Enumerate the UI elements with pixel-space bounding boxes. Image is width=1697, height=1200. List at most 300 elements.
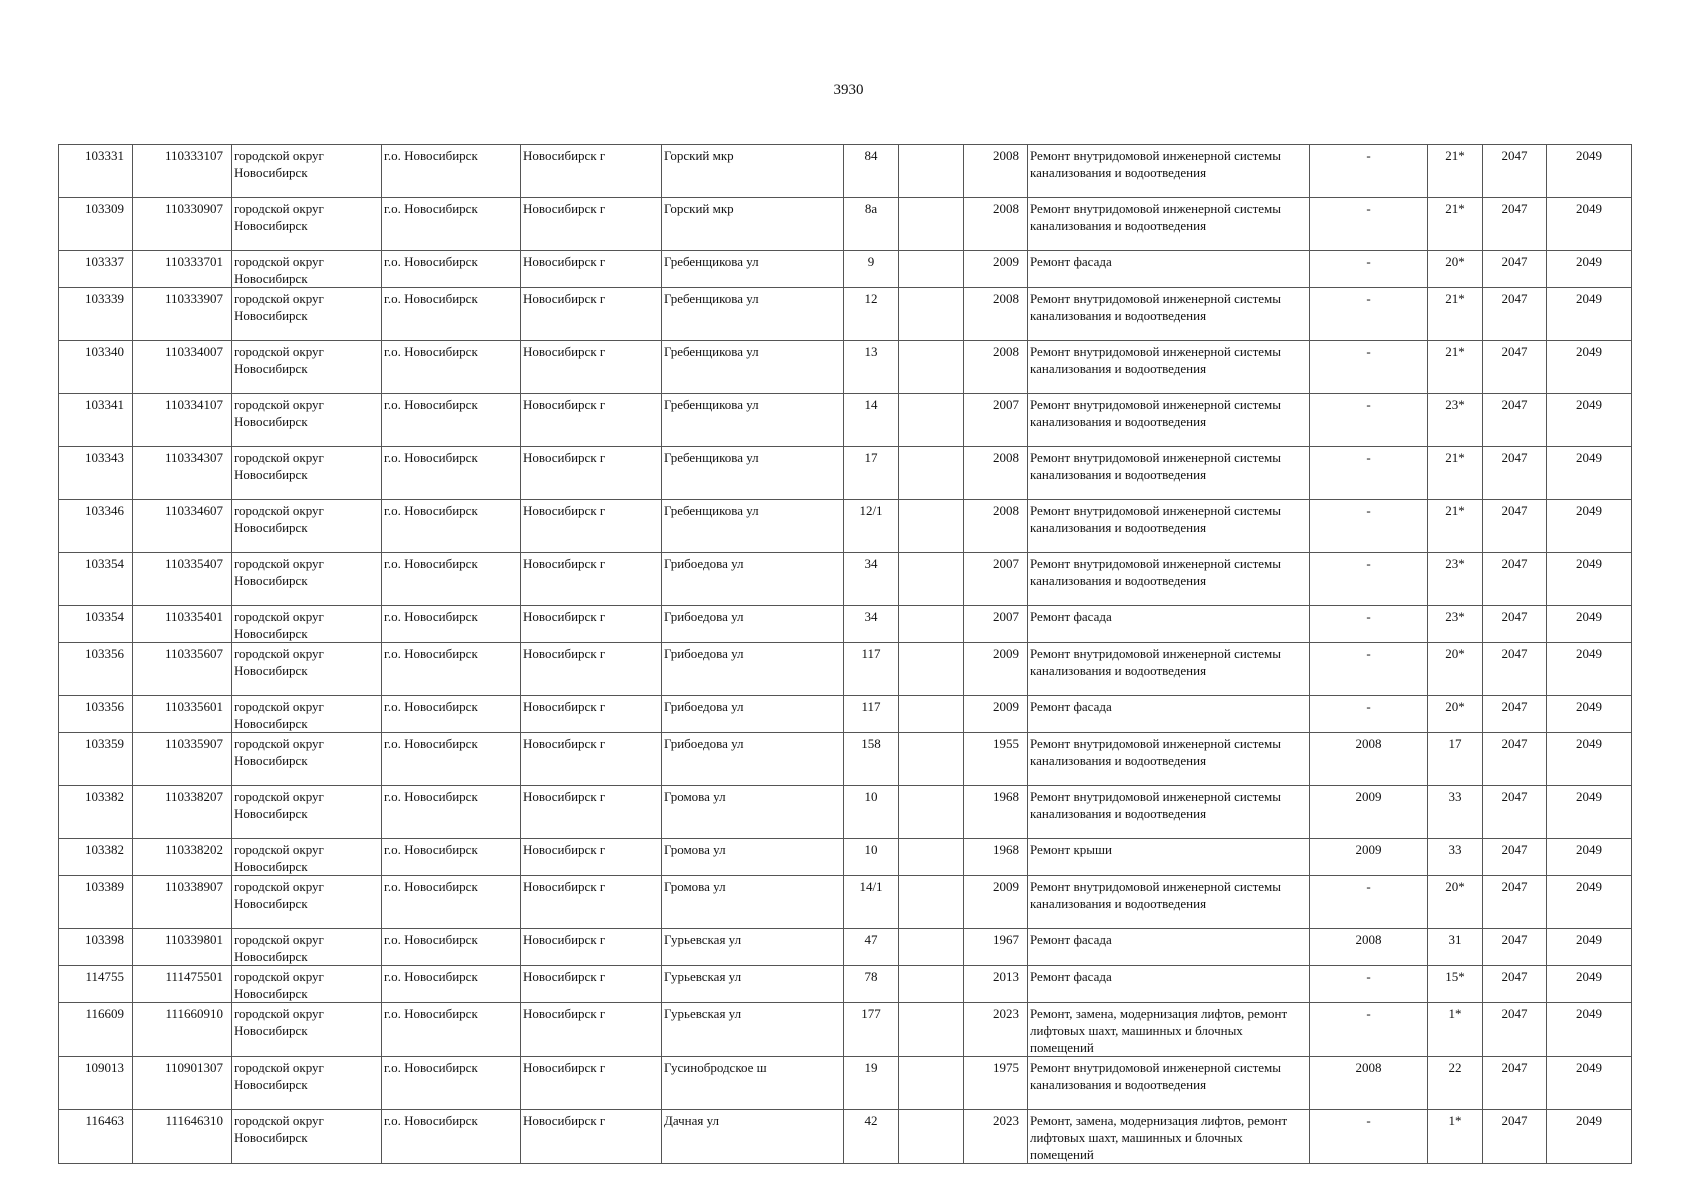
cell-settlement: Новосибирск г [521, 839, 662, 876]
cell-municipality: городской округ Новосибирск [232, 447, 382, 500]
cell-settlement: Новосибирск г [521, 786, 662, 839]
cell-plan-end-year: 2049 [1547, 643, 1632, 696]
cell-last-repair-year: 2008 [1310, 1057, 1428, 1110]
cell-municipal-district: г.о. Новосибирск [382, 606, 521, 643]
cell-record-id: 103354 [59, 553, 133, 606]
cell-record-id: 103309 [59, 198, 133, 251]
cell-house-number: 78 [844, 966, 899, 1003]
cell-wear-percent: 20* [1428, 876, 1483, 929]
cell-plan-end-year: 2049 [1547, 876, 1632, 929]
cell-work-type: Ремонт внутридомовой инженерной системы канализования и водоотведения [1028, 198, 1310, 251]
cell-work-type: Ремонт внутридомовой инженерной системы канализования и водоотведения [1028, 447, 1310, 500]
cell-year-built: 2023 [964, 1110, 1028, 1164]
cell-year-built: 1968 [964, 786, 1028, 839]
table-row [59, 876, 1632, 929]
cell-municipal-district: г.о. Новосибирск [382, 500, 521, 553]
cell-house-number: 84 [844, 145, 899, 198]
table-row [59, 447, 1632, 500]
cell-building [899, 696, 964, 733]
cell-street: Гусинобродское ш [662, 1057, 844, 1110]
cell-settlement: Новосибирск г [521, 341, 662, 394]
cell-year-built: 2007 [964, 553, 1028, 606]
cell-municipality: городской округ Новосибирск [232, 696, 382, 733]
table-row [59, 643, 1632, 696]
cell-object-code: 110901307 [133, 1057, 232, 1110]
table-row [59, 1003, 1632, 1057]
cell-wear-percent: 21* [1428, 288, 1483, 341]
cell-object-code: 110335401 [133, 606, 232, 643]
cell-plan-start-year: 2047 [1483, 1110, 1547, 1164]
cell-house-number: 10 [844, 839, 899, 876]
table-row [59, 288, 1632, 341]
cell-municipal-district: г.о. Новосибирск [382, 553, 521, 606]
cell-street: Грибоедова ул [662, 606, 844, 643]
cell-plan-end-year: 2049 [1547, 929, 1632, 966]
cell-street: Грибоедова ул [662, 733, 844, 786]
cell-house-number: 13 [844, 341, 899, 394]
cell-building [899, 1057, 964, 1110]
cell-plan-end-year: 2049 [1547, 553, 1632, 606]
cell-record-id: 116609 [59, 1003, 133, 1057]
cell-building [899, 500, 964, 553]
cell-municipal-district: г.о. Новосибирск [382, 876, 521, 929]
cell-building [899, 288, 964, 341]
cell-building [899, 1110, 964, 1164]
cell-municipal-district: г.о. Новосибирск [382, 145, 521, 198]
cell-record-id: 103382 [59, 786, 133, 839]
cell-settlement: Новосибирск г [521, 447, 662, 500]
cell-house-number: 117 [844, 696, 899, 733]
cell-plan-end-year: 2049 [1547, 606, 1632, 643]
cell-settlement: Новосибирск г [521, 733, 662, 786]
cell-settlement: Новосибирск г [521, 288, 662, 341]
cell-municipal-district: г.о. Новосибирск [382, 251, 521, 288]
cell-object-code: 110338202 [133, 839, 232, 876]
cell-building [899, 929, 964, 966]
cell-year-built: 2008 [964, 288, 1028, 341]
cell-municipality: городской округ Новосибирск [232, 1003, 382, 1057]
cell-municipality: городской округ Новосибирск [232, 500, 382, 553]
cell-year-built: 1955 [964, 733, 1028, 786]
cell-last-repair-year: 2009 [1310, 839, 1428, 876]
cell-object-code: 111660910 [133, 1003, 232, 1057]
cell-building [899, 553, 964, 606]
cell-municipality: городской округ Новосибирск [232, 341, 382, 394]
table-row [59, 198, 1632, 251]
cell-house-number: 19 [844, 1057, 899, 1110]
cell-plan-start-year: 2047 [1483, 145, 1547, 198]
cell-plan-end-year: 2049 [1547, 145, 1632, 198]
cell-object-code: 110333907 [133, 288, 232, 341]
cell-last-repair-year: - [1310, 145, 1428, 198]
cell-year-built: 2013 [964, 966, 1028, 1003]
cell-work-type: Ремонт внутридомовой инженерной системы канализования и водоотведения [1028, 553, 1310, 606]
cell-street: Грибоедова ул [662, 696, 844, 733]
cell-last-repair-year: - [1310, 500, 1428, 553]
cell-settlement: Новосибирск г [521, 1057, 662, 1110]
cell-work-type: Ремонт внутридомовой инженерной системы канализования и водоотведения [1028, 500, 1310, 553]
table-row [59, 341, 1632, 394]
cell-house-number: 47 [844, 929, 899, 966]
cell-object-code: 110334307 [133, 447, 232, 500]
cell-year-built: 2007 [964, 606, 1028, 643]
cell-street: Громова ул [662, 876, 844, 929]
cell-street: Горский мкр [662, 145, 844, 198]
cell-wear-percent: 15* [1428, 966, 1483, 1003]
cell-street: Гурьевская ул [662, 966, 844, 1003]
cell-last-repair-year: 2008 [1310, 929, 1428, 966]
cell-wear-percent: 21* [1428, 198, 1483, 251]
cell-year-built: 2008 [964, 500, 1028, 553]
cell-record-id: 103331 [59, 145, 133, 198]
cell-municipal-district: г.о. Новосибирск [382, 643, 521, 696]
cell-wear-percent: 21* [1428, 341, 1483, 394]
table-row [59, 1057, 1632, 1110]
cell-year-built: 2008 [964, 447, 1028, 500]
cell-last-repair-year: - [1310, 696, 1428, 733]
cell-street: Грибоедова ул [662, 553, 844, 606]
cell-house-number: 14/1 [844, 876, 899, 929]
cell-municipal-district: г.о. Новосибирск [382, 341, 521, 394]
cell-record-id: 114755 [59, 966, 133, 1003]
cell-wear-percent: 21* [1428, 145, 1483, 198]
cell-last-repair-year: - [1310, 876, 1428, 929]
cell-object-code: 110330907 [133, 198, 232, 251]
cell-municipality: городской округ Новосибирск [232, 198, 382, 251]
cell-municipality: городской округ Новосибирск [232, 733, 382, 786]
cell-municipal-district: г.о. Новосибирск [382, 447, 521, 500]
cell-house-number: 10 [844, 786, 899, 839]
cell-municipal-district: г.о. Новосибирск [382, 966, 521, 1003]
cell-wear-percent: 21* [1428, 500, 1483, 553]
cell-record-id: 103341 [59, 394, 133, 447]
cell-year-built: 2009 [964, 876, 1028, 929]
cell-plan-end-year: 2049 [1547, 447, 1632, 500]
cell-plan-start-year: 2047 [1483, 198, 1547, 251]
cell-work-type: Ремонт фасада [1028, 606, 1310, 643]
cell-record-id: 103346 [59, 500, 133, 553]
cell-plan-start-year: 2047 [1483, 786, 1547, 839]
cell-street: Громова ул [662, 839, 844, 876]
cell-settlement: Новосибирск г [521, 1110, 662, 1164]
table-row [59, 500, 1632, 553]
cell-work-type: Ремонт внутридомовой инженерной системы канализования и водоотведения [1028, 145, 1310, 198]
cell-work-type: Ремонт внутридомовой инженерной системы канализования и водоотведения [1028, 643, 1310, 696]
table-row [59, 966, 1632, 1003]
cell-wear-percent: 23* [1428, 553, 1483, 606]
cell-municipality: городской округ Новосибирск [232, 553, 382, 606]
cell-street: Гребенщикова ул [662, 500, 844, 553]
cell-building [899, 145, 964, 198]
cell-plan-start-year: 2047 [1483, 447, 1547, 500]
cell-plan-end-year: 2049 [1547, 1057, 1632, 1110]
cell-plan-start-year: 2047 [1483, 696, 1547, 733]
cell-record-id: 103356 [59, 643, 133, 696]
cell-plan-start-year: 2047 [1483, 876, 1547, 929]
cell-house-number: 34 [844, 606, 899, 643]
cell-municipality: городской округ Новосибирск [232, 1057, 382, 1110]
cell-settlement: Новосибирск г [521, 643, 662, 696]
table-row [59, 251, 1632, 288]
cell-municipality: городской округ Новосибирск [232, 839, 382, 876]
cell-street: Громова ул [662, 786, 844, 839]
table-row [59, 1110, 1632, 1164]
cell-settlement: Новосибирск г [521, 929, 662, 966]
cell-street: Горский мкр [662, 198, 844, 251]
cell-record-id: 103354 [59, 606, 133, 643]
cell-record-id: 103398 [59, 929, 133, 966]
cell-wear-percent: 23* [1428, 606, 1483, 643]
cell-record-id: 103359 [59, 733, 133, 786]
cell-plan-end-year: 2049 [1547, 696, 1632, 733]
cell-last-repair-year: - [1310, 1003, 1428, 1057]
cell-year-built: 1975 [964, 1057, 1028, 1110]
cell-plan-start-year: 2047 [1483, 553, 1547, 606]
cell-year-built: 2007 [964, 394, 1028, 447]
cell-record-id: 103337 [59, 251, 133, 288]
cell-year-built: 1968 [964, 839, 1028, 876]
table-body [59, 145, 1632, 1164]
cell-object-code: 110335601 [133, 696, 232, 733]
cell-plan-start-year: 2047 [1483, 643, 1547, 696]
cell-municipal-district: г.о. Новосибирск [382, 198, 521, 251]
cell-last-repair-year: - [1310, 288, 1428, 341]
cell-municipality: городской округ Новосибирск [232, 786, 382, 839]
cell-street: Грибоедова ул [662, 643, 844, 696]
cell-plan-start-year: 2047 [1483, 341, 1547, 394]
cell-house-number: 12 [844, 288, 899, 341]
cell-wear-percent: 20* [1428, 251, 1483, 288]
cell-year-built: 2008 [964, 145, 1028, 198]
cell-object-code: 110334607 [133, 500, 232, 553]
cell-municipal-district: г.о. Новосибирск [382, 288, 521, 341]
cell-building [899, 341, 964, 394]
cell-work-type: Ремонт внутридомовой инженерной системы канализования и водоотведения [1028, 288, 1310, 341]
cell-plan-start-year: 2047 [1483, 606, 1547, 643]
cell-object-code: 110338907 [133, 876, 232, 929]
cell-street: Гребенщикова ул [662, 288, 844, 341]
cell-municipal-district: г.о. Новосибирск [382, 733, 521, 786]
cell-object-code: 111646310 [133, 1110, 232, 1164]
cell-plan-end-year: 2049 [1547, 288, 1632, 341]
cell-wear-percent: 33 [1428, 786, 1483, 839]
cell-year-built: 2009 [964, 696, 1028, 733]
cell-building [899, 606, 964, 643]
cell-settlement: Новосибирск г [521, 251, 662, 288]
cell-street: Дачная ул [662, 1110, 844, 1164]
cell-record-id: 103343 [59, 447, 133, 500]
cell-settlement: Новосибирск г [521, 606, 662, 643]
table-row [59, 786, 1632, 839]
cell-street: Гурьевская ул [662, 1003, 844, 1057]
cell-plan-end-year: 2049 [1547, 733, 1632, 786]
table-row [59, 733, 1632, 786]
cell-last-repair-year: - [1310, 394, 1428, 447]
cell-municipality: городской округ Новосибирск [232, 145, 382, 198]
cell-plan-start-year: 2047 [1483, 966, 1547, 1003]
cell-plan-start-year: 2047 [1483, 251, 1547, 288]
cell-municipality: городской округ Новосибирск [232, 1110, 382, 1164]
cell-work-type: Ремонт, замена, модернизация лифтов, ремонт лифтовых шахт, машинных и блочных помещений [1028, 1003, 1310, 1057]
cell-last-repair-year: 2009 [1310, 786, 1428, 839]
cell-year-built: 1967 [964, 929, 1028, 966]
cell-work-type: Ремонт, замена, модернизация лифтов, ремонт лифтовых шахт, машинных и блочных помещений [1028, 1110, 1310, 1164]
cell-wear-percent: 33 [1428, 839, 1483, 876]
cell-building [899, 643, 964, 696]
cell-work-type: Ремонт внутридомовой инженерной системы канализования и водоотведения [1028, 341, 1310, 394]
cell-work-type: Ремонт фасада [1028, 929, 1310, 966]
table-row [59, 929, 1632, 966]
cell-plan-end-year: 2049 [1547, 786, 1632, 839]
cell-plan-start-year: 2047 [1483, 394, 1547, 447]
cell-settlement: Новосибирск г [521, 145, 662, 198]
cell-settlement: Новосибирск г [521, 394, 662, 447]
cell-building [899, 198, 964, 251]
cell-municipality: городской округ Новосибирск [232, 966, 382, 1003]
cell-municipal-district: г.о. Новосибирск [382, 929, 521, 966]
cell-record-id: 103356 [59, 696, 133, 733]
cell-record-id: 103382 [59, 839, 133, 876]
cell-plan-end-year: 2049 [1547, 198, 1632, 251]
cell-street: Гребенщикова ул [662, 394, 844, 447]
cell-wear-percent: 23* [1428, 394, 1483, 447]
cell-municipal-district: г.о. Новосибирск [382, 1110, 521, 1164]
cell-municipal-district: г.о. Новосибирск [382, 1003, 521, 1057]
cell-wear-percent: 20* [1428, 696, 1483, 733]
table-row [59, 553, 1632, 606]
cell-last-repair-year: - [1310, 643, 1428, 696]
cell-object-code: 110334107 [133, 394, 232, 447]
cell-municipality: городской округ Новосибирск [232, 251, 382, 288]
cell-plan-end-year: 2049 [1547, 839, 1632, 876]
cell-plan-start-year: 2047 [1483, 1057, 1547, 1110]
cell-settlement: Новосибирск г [521, 1003, 662, 1057]
cell-municipality: городской округ Новосибирск [232, 606, 382, 643]
cell-work-type: Ремонт внутридомовой инженерной системы канализования и водоотведения [1028, 733, 1310, 786]
cell-house-number: 17 [844, 447, 899, 500]
cell-work-type: Ремонт внутридомовой инженерной системы канализования и водоотведения [1028, 786, 1310, 839]
cell-building [899, 251, 964, 288]
cell-object-code: 110333701 [133, 251, 232, 288]
cell-wear-percent: 20* [1428, 643, 1483, 696]
cell-record-id: 109013 [59, 1057, 133, 1110]
cell-work-type: Ремонт внутридомовой инженерной системы канализования и водоотведения [1028, 394, 1310, 447]
cell-last-repair-year: - [1310, 606, 1428, 643]
cell-plan-end-year: 2049 [1547, 1110, 1632, 1164]
cell-municipality: городской округ Новосибирск [232, 643, 382, 696]
cell-object-code: 110334007 [133, 341, 232, 394]
cell-municipality: городской округ Новосибирск [232, 394, 382, 447]
cell-street: Гурьевская ул [662, 929, 844, 966]
cell-object-code: 110335407 [133, 553, 232, 606]
cell-plan-end-year: 2049 [1547, 341, 1632, 394]
table-row [59, 394, 1632, 447]
cell-plan-start-year: 2047 [1483, 839, 1547, 876]
cell-building [899, 966, 964, 1003]
cell-wear-percent: 1* [1428, 1003, 1483, 1057]
cell-year-built: 2008 [964, 198, 1028, 251]
cell-plan-end-year: 2049 [1547, 966, 1632, 1003]
cell-last-repair-year: - [1310, 198, 1428, 251]
cell-house-number: 177 [844, 1003, 899, 1057]
cell-house-number: 34 [844, 553, 899, 606]
cell-last-repair-year: - [1310, 447, 1428, 500]
cell-year-built: 2008 [964, 341, 1028, 394]
cell-last-repair-year: 2008 [1310, 733, 1428, 786]
cell-municipal-district: г.о. Новосибирск [382, 696, 521, 733]
cell-work-type: Ремонт фасада [1028, 251, 1310, 288]
cell-work-type: Ремонт внутридомовой инженерной системы канализования и водоотведения [1028, 1057, 1310, 1110]
cell-house-number: 9 [844, 251, 899, 288]
cell-settlement: Новосибирск г [521, 500, 662, 553]
table-row [59, 606, 1632, 643]
table-row [59, 839, 1632, 876]
cell-object-code: 110333107 [133, 145, 232, 198]
cell-object-code: 110338207 [133, 786, 232, 839]
page-number: 3930 [833, 82, 864, 98]
cell-settlement: Новосибирск г [521, 966, 662, 1003]
cell-settlement: Новосибирск г [521, 198, 662, 251]
cell-building [899, 839, 964, 876]
cell-municipality: городской округ Новосибирск [232, 288, 382, 341]
cell-street: Гребенщикова ул [662, 251, 844, 288]
cell-municipality: городской округ Новосибирск [232, 929, 382, 966]
cell-building [899, 876, 964, 929]
cell-plan-end-year: 2049 [1547, 500, 1632, 553]
cell-municipality: городской округ Новосибирск [232, 876, 382, 929]
cell-municipal-district: г.о. Новосибирск [382, 394, 521, 447]
cell-municipal-district: г.о. Новосибирск [382, 786, 521, 839]
cell-plan-start-year: 2047 [1483, 929, 1547, 966]
cell-plan-end-year: 2049 [1547, 1003, 1632, 1057]
cell-last-repair-year: - [1310, 966, 1428, 1003]
cell-building [899, 447, 964, 500]
cell-settlement: Новосибирск г [521, 553, 662, 606]
cell-year-built: 2009 [964, 251, 1028, 288]
cell-record-id: 116463 [59, 1110, 133, 1164]
cell-wear-percent: 17 [1428, 733, 1483, 786]
cell-building [899, 1003, 964, 1057]
cell-plan-start-year: 2047 [1483, 288, 1547, 341]
cell-settlement: Новосибирск г [521, 876, 662, 929]
cell-work-type: Ремонт фасада [1028, 696, 1310, 733]
cell-plan-end-year: 2049 [1547, 394, 1632, 447]
cell-building [899, 786, 964, 839]
cell-record-id: 103339 [59, 288, 133, 341]
cell-last-repair-year: - [1310, 251, 1428, 288]
cell-record-id: 103340 [59, 341, 133, 394]
cell-year-built: 2009 [964, 643, 1028, 696]
cell-plan-start-year: 2047 [1483, 500, 1547, 553]
cell-house-number: 14 [844, 394, 899, 447]
cell-object-code: 111475501 [133, 966, 232, 1003]
cell-house-number: 12/1 [844, 500, 899, 553]
cell-plan-start-year: 2047 [1483, 1003, 1547, 1057]
cell-house-number: 8а [844, 198, 899, 251]
cell-house-number: 42 [844, 1110, 899, 1164]
cell-work-type: Ремонт крыши [1028, 839, 1310, 876]
capital-repair-table [58, 144, 1632, 1164]
cell-house-number: 158 [844, 733, 899, 786]
cell-street: Гребенщикова ул [662, 341, 844, 394]
cell-house-number: 117 [844, 643, 899, 696]
cell-plan-end-year: 2049 [1547, 251, 1632, 288]
cell-object-code: 110335607 [133, 643, 232, 696]
cell-wear-percent: 1* [1428, 1110, 1483, 1164]
table-row [59, 696, 1632, 733]
cell-work-type: Ремонт внутридомовой инженерной системы канализования и водоотведения [1028, 876, 1310, 929]
cell-building [899, 394, 964, 447]
